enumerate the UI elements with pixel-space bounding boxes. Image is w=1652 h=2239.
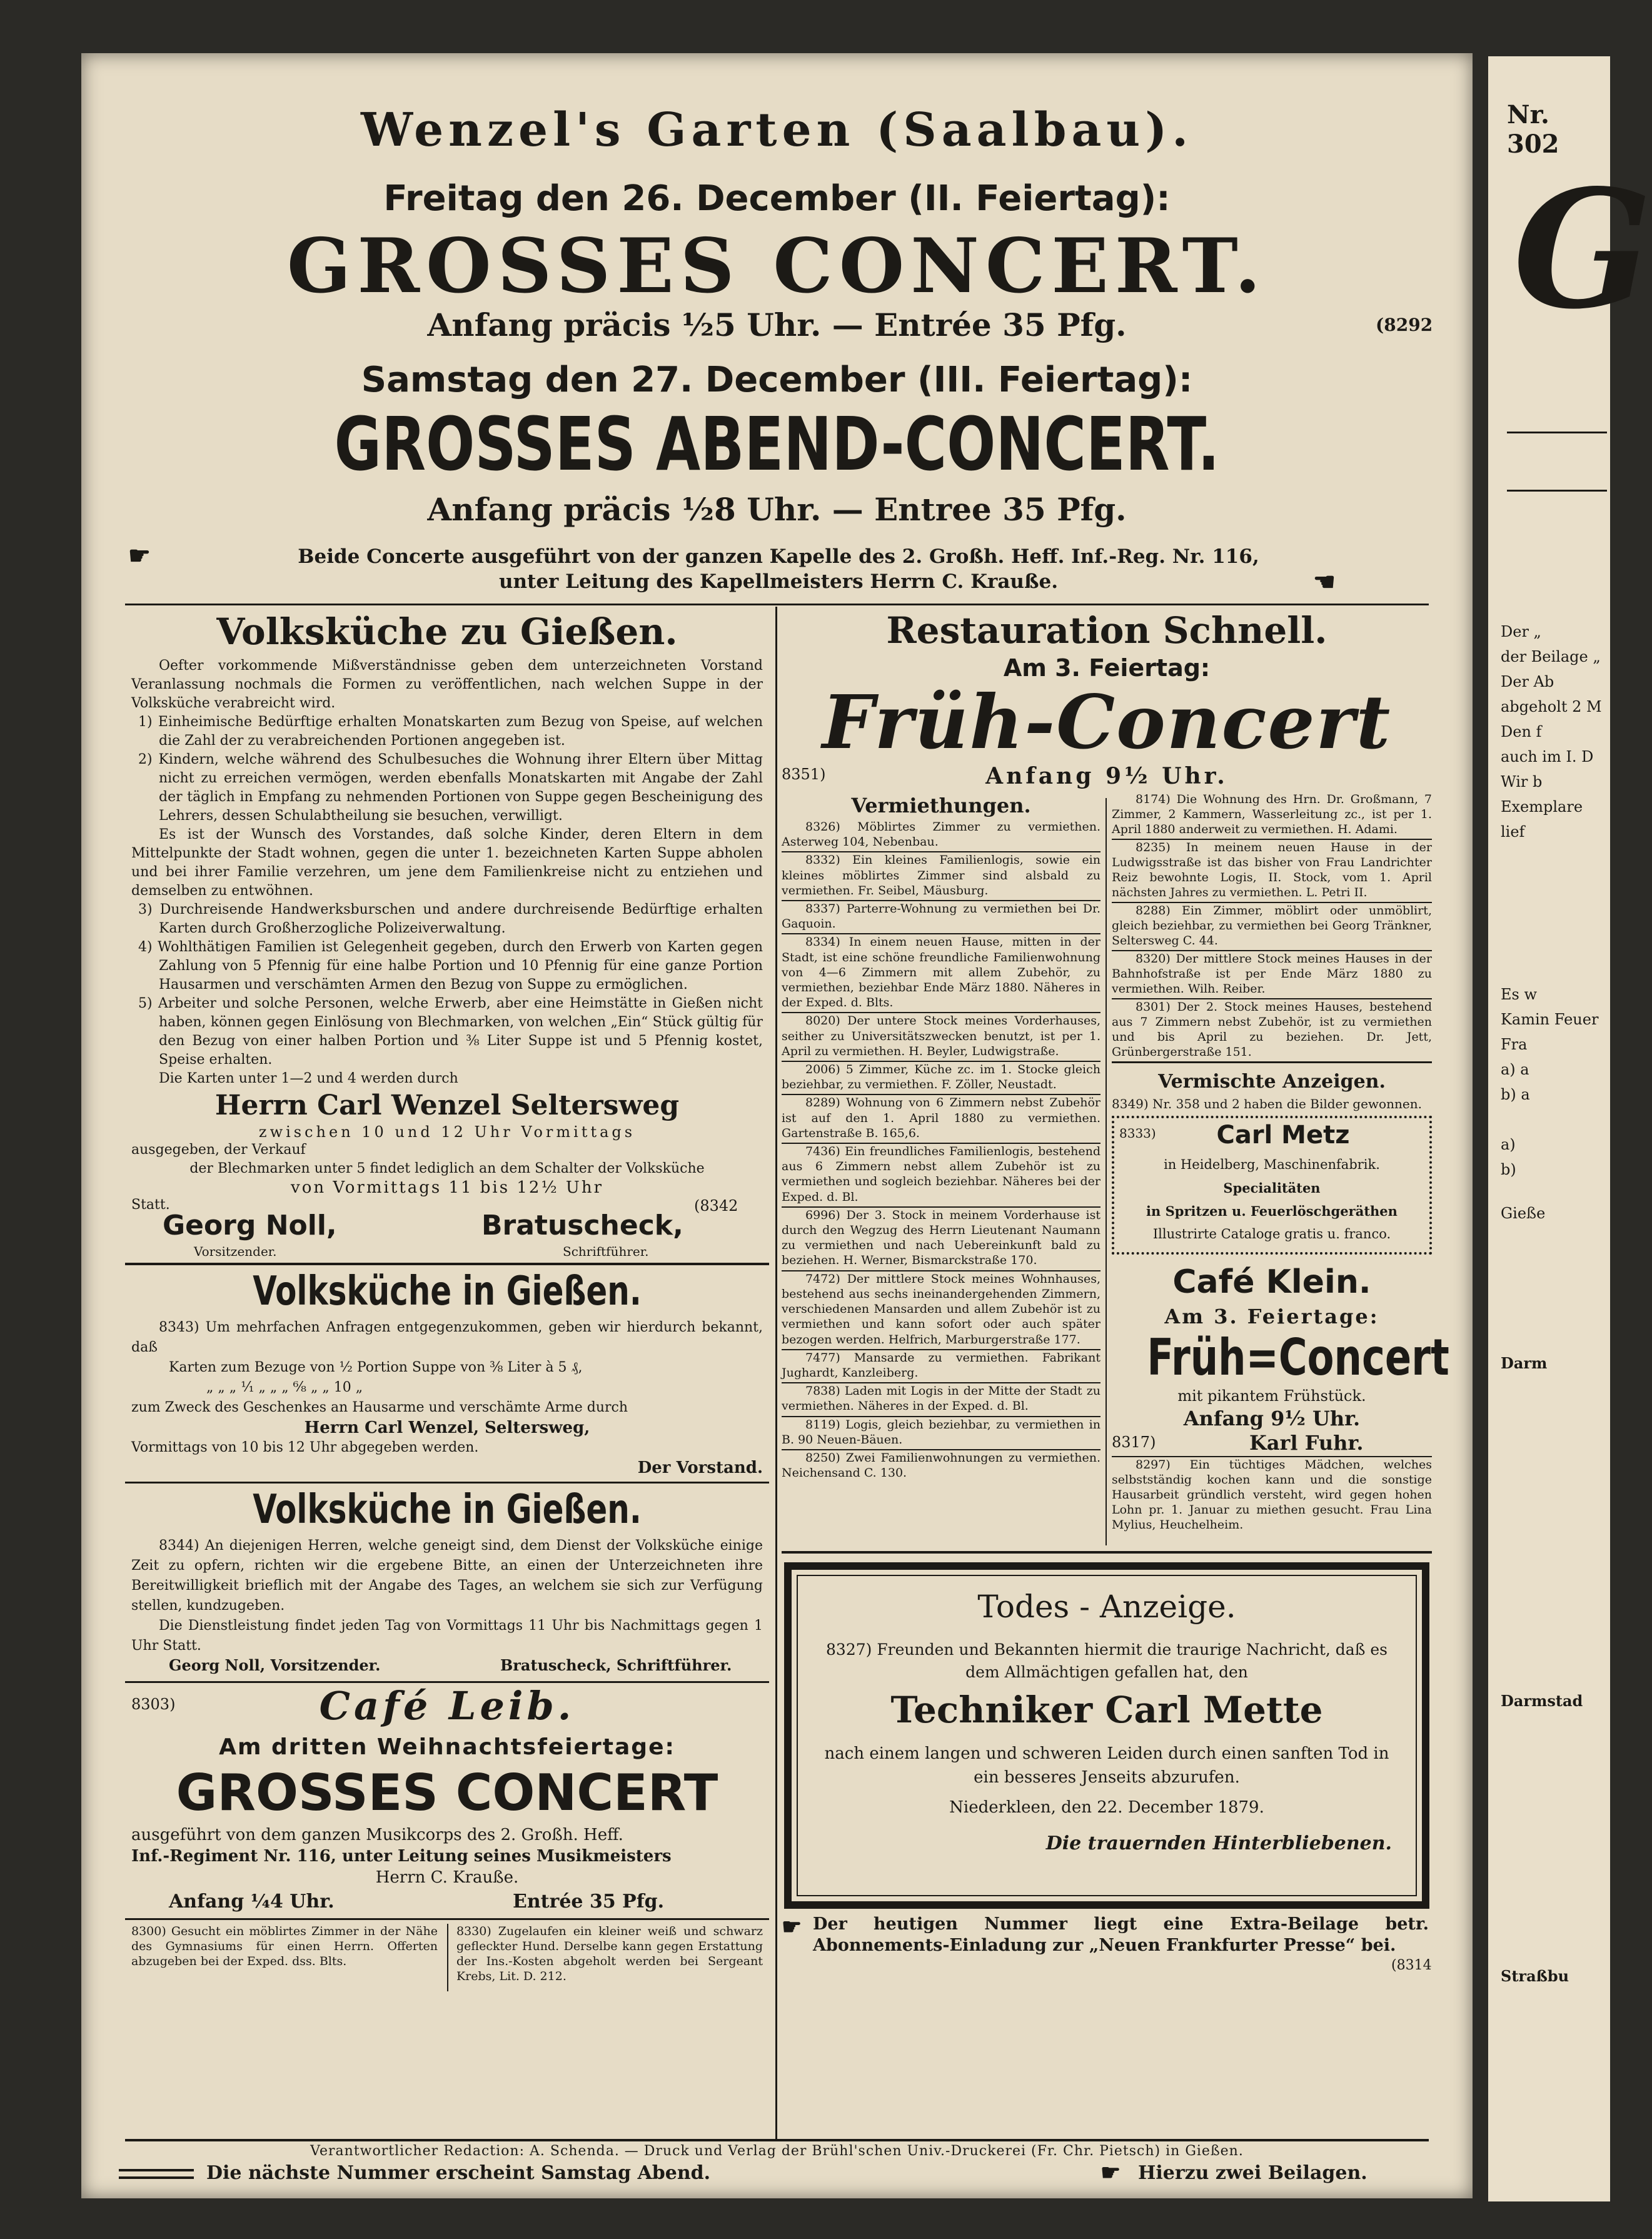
beilage-text: Der heutigen Nummer liegt eine Extra-Beilage betr. Abonnements-Einladung zur „Neuen Frankfurter Presse“ bei. [813,1914,1429,1955]
next-page-text: Der „ der Beilage „ Der Ab abgeholt 2 M Den f auch im I. D Wir b Exemplare lief Es w Kamin Feuer Fra a) a b) a a) b) Gieße Darm Darmstad Straßbu [1501,623,1602,1985]
ad-8320: 8320) Der mittlere Stock meines Hauses in der Bahnhofstraße ist per Ende März 1880 zu vermiethen. Wilh. Reiber. [1112,951,1432,999]
ad-8250: 8250) Zwei Familienwohnungen zu vermiethen. Neichensand C. 130. [782,1450,1100,1480]
cafe-klein-start: Anfang 9½ Uhr. [1183,1407,1361,1430]
footer-beilagen: Hierzu zwei Beilagen. [1138,2162,1367,2184]
beilage-ref: (8314 [1391,1958,1432,1973]
footer-next: Die nächste Nummer erscheint Samstag Abend. [206,2162,711,2184]
column-rule [775,607,777,2139]
volkskueche1-body: Oefter vorkommende Mißverständnisse geben dem unterzeichneten Vorstand Veranlassung nochmals die Formen zu veröffentlichen, nach welchen Suppe in der Volksküche verabreicht wird. 1) Einheimische Bedürftige erhalten Monatskarten zum Bezug von Speise, auf welchen die Zahl der zu verabreichenden Portionen angegeben ist. 2) Kindern, welche während des Schulbesuches die Wohnung ihrer Eltern über Mittag nicht zu erreichen vermögen, werden ebenfalls Monatskarten mit Angabe der Zahl der täglich in Empfang zu nehmenden Portionen von Suppe gegen Bescheinigung des Lehrers, dessen Schulabtheilung sie besuchen, verwilligt. Es ist der Wunsch des Vorstandes, daß solche Kinder, deren Eltern in dem Mittelpunkte der Stadt wohnen, gegen die unter 1. bezeichneten Karten Suppe abholen und bei ihrer Familie verzehren, um jene dem Familienkreise nicht zu entziehen und demselben zu entwöhnen. 3) Durchreisende Handwerksburschen und andere durchreisende Bedürftige erhalten Karten durch Großherzogliche Polizeiverwaltung. 4) Wohlthätigen Familien ist Gelegenheit gegeben, durch den Erwerb von Karten gegen Zahlung von 5 Pfennig für eine halbe Portion und 10 Pfennig für eine ganze Portion Hausarmen und verschämten Armen den Bezug von Suppe zu ermöglichen. 5) Arbeiter und solche Personen, welche Erwerb, aber eine Heimstätte in Gießen nicht haben, können gegen Einlösung von Blechmarken, von welchen „Ein“ Stück gültig für den Bezug von einer halben Portion und ⅜ Liter Suppe ist und 5 Pfennig kostet, Speise erhalten. Die Karten unter 1—2 und 4 werden durch [131,658,763,1086]
ad-8334: 8334) In einem neuen Hause, mitten in der Stadt, ist eine schöne freundliche Familienwohnung von 4—6 Zimmern mit allem Zubehör, zu vermiethen, beziehbar Ende März 1880. Näheres in der Exped. d. Blts. [782,934,1100,1013]
right-column [782,607,1449,1976]
small-ad-zimmer: 8300) Gesucht ein möblirtes Zimmer in der Nähe des Gymnasiums für einen Herrn. Offerten abzugeben bei der Exped. dss. Blts. [131,1924,438,1968]
pointing-hand-icon: ☛ [128,541,151,570]
concert1-title: GROSSES CONCERT. [286,222,1267,310]
ad-2006: 2006) 5 Zimmer, Küche zc. im 1. Stocke gleich beziehbar, zu vermiethen. F. Zöller, Neustadt. [782,1062,1100,1095]
concert2-title: GROSSES ABEND-CONCERT. [334,401,1220,487]
pointing-hand-left-icon: ☚ [1313,567,1336,597]
metz-ref: 8333) [1119,1126,1156,1141]
ad-8337: 8337) Parterre-Wohnung zu vermiethen bei Dr. Gaquoin. [782,901,1100,934]
restauration-start: Anfang 9½ Uhr. [985,763,1228,789]
ad-6996: 6996) Der 3. Stock in meinem Vorderhause ist durch den Wegzug des Herrn Lieutenant Naumann zu vermiethen und nach Uebereinkunft bald zu beziehen. H. Werner, Bismarckstraße 170. [782,1208,1100,1271]
metz-name: Carl Metz [1216,1121,1350,1150]
todes-title: Todes - Anzeige. [977,1589,1236,1625]
volkskueche3-title: Volksküche in Gießen. [253,1487,642,1533]
volkskueche3-sig2: Bratuscheck, Schriftführer. [500,1656,732,1674]
metz-line3: in Spritzen u. Feuerlöschgeräthen [1146,1203,1398,1219]
restauration-title: Restauration Schnell. [886,609,1327,652]
beilage-hand-icon: ☛ [782,1914,802,1940]
restauration-sub: Am 3. Feiertag: [1003,654,1211,682]
footer-rule [125,2139,1429,2141]
volkskueche3-sig1: Georg Noll, Vorsitzender. [169,1656,381,1674]
cafe-leib-concert: GROSSES CONCERT [176,1764,718,1822]
todes-name: Techniker Carl Mette [890,1689,1323,1731]
todes-line1: 8327) Freunden und Bekannten hiermit die traurige Nachricht, daß es dem Allmächtigen gefallen hat, den [826,1640,1388,1681]
volkskueche2-body: 8343) Um mehrfachen Anfragen entgegenzukommen, geben wir hierdurch bekannt, daß Karten zum Bezuge von ½ Portion Suppe von ⅜ Liter à 5 ₰, „ „ „ ¹⁄₁ „ „ „ ⁶⁄₈ „ „ 10 „ zum Zweck des Geschenkes an Hausarme und verschämte Arme durch Herrn Carl Wenzel, Seltersweg, Vormittags von 10 bis 12 Uhr abgegeben werden. Der Vorstand. [131,1320,763,1477]
cafe-leib-ref: 8303) [131,1696,176,1713]
concert-note: Beide Concerte ausgeführt von der ganzen Kapelle des 2. Großh. Heff. Inf.-Reg. Nr. 116, unter Leitung des Kapellmeisters Herrn C. Krauße. [298,545,1259,593]
concert1-time: Anfang präcis ½5 Uhr. — Entrée 35 Pfg. [427,306,1127,343]
ad-7472: 7472) Der mittlere Stock meines Wohnhauses, bestehend aus sechs ineinandergehenden Zimmern, verschiedenen Mansarden und allem Zubehör ist zu vermiethen und kann sofort oder auch später bezogen werden. Helfrich, Marburgerstraße 177. [782,1271,1100,1350]
todes-sig: Die trauernden Hinterbliebenen. [1045,1832,1392,1854]
metz-line2: Specialitäten [1223,1180,1321,1196]
day2-line: Samstag den 27. December (III. Feiertag): [361,360,1193,400]
next-page-initial: G [1513,154,1652,345]
vermiethungen-section [782,792,1449,1549]
cafe-klein-name: Karl Fuhr. [1249,1431,1364,1455]
ad-8326: 8326) Möblirtes Zimmer zu vermiethen. Asterweg 104, Nebenbau. [782,819,1100,852]
metz-box [1112,1116,1432,1255]
ad-8289: 8289) Wohnung von 6 Zimmern nebst Zubehör ist auf den 1. April 1880 zu vermiethen. Gartenstraße B. 165,6. [782,1095,1100,1144]
volkskueche2-title: Volksküche in Gießen. [253,1268,642,1315]
concert2-time: Anfang präcis ½8 Uhr. — Entree 35 Pfg. [427,491,1127,528]
ad-7436: 7436) Ein freundliches Familienlogis, bestehend aus 6 Zimmern nebst allem Zubehör ist zu vermiethen und sogleich beziehbar. Näheres bei der Exped. d. Bl. [782,1144,1100,1208]
ad-8332: 8332) Ein kleines Familienlogis, sowie ein kleines möblirtes Zimmer sind alsbald zu vermiethen. Fr. Seibel, Mäusburg. [782,852,1100,901]
cafe-klein-concert: Früh=Concert [1147,1328,1449,1387]
ad-8235: 8235) In meinem neuen Hause in der Ludwigsstraße ist das bisher von Frau Landrichter Reiz bewohnte Logis, II. Stock, vom 1. April nächsten Jahres zu vermiethen. L. Petri II. [1112,840,1432,903]
volkskueche1-ref: (8342 [694,1197,738,1215]
next-page-rule [1507,432,1607,492]
ad-8119: 8119) Logis, gleich beziehbar, zu vermiethen in B. 90 Neuen-Bäuen. [782,1417,1100,1450]
ad-8301: 8301) Der 2. Stock meines Hauses, bestehend aus 7 Zimmern nebst Zubehör, ist zu vermiethen und bis April zu beziehen. Dr. Jett, Grünbergerstraße 151. [1112,999,1432,1063]
concert1-ref: (8292 [1376,315,1433,335]
cafe-leib-title: Café Leib. [319,1683,575,1729]
ad-8288: 8288) Ein Zimmer, möblirt oder unmöblirt, gleich beziehbar, zu vermiethen bei Georg Tränkner, Seltersweg C. 44. [1112,903,1432,951]
ad-7477: 7477) Mansarde zu vermiethen. Fabrikant Jughardt, Kanzleiberg. [782,1350,1100,1383]
volkskueche1-time: zwischen 10 und 12 Uhr Vormittags [258,1123,636,1141]
cafe-leib-entry: Entrée 35 Pfg. [513,1891,665,1913]
vermiethungen-right [1112,792,1449,1532]
cafe-klein-with: mit pikantem Frühstück. [1177,1387,1366,1405]
ad-8020: 8020) Der untere Stock meines Vorderhauses, seither zu Universitätszwecken benutzt, ist per 1. April zu vermiethen. H. Beyler, Ludwigstraße. [782,1013,1100,1062]
restauration-concert: Früh-Concert [822,679,1392,766]
volkskueche1-sale2: der Blechmarken unter 5 findet lediglich an dem Schalter der Volksküche [189,1161,705,1176]
volkskueche1-sale3: von Vormittags 11 bis 12½ Uhr [291,1178,603,1197]
next-page-fragment [1488,56,1652,2201]
volkskueche1-sale1: ausgegeben, der Verkauf [131,1142,306,1158]
todes-place: Niederkleen, den 22. December 1879. [949,1798,1264,1817]
metz-line1: in Heidelberg, Maschinenfabrik. [1164,1157,1380,1172]
day1-line: Freitag den 26. December (II. Feiertag): [383,178,1171,219]
restauration-ref: 8351) [782,766,826,783]
newspaper-page [81,53,1473,2198]
ad-7838: 7838) Laden mit Logis in der Mitte der Stadt zu vermiethen. Näheres in der Exped. d. Bl. [782,1383,1100,1417]
cafe-klein-title: Café Klein. [1172,1263,1371,1301]
volkskueche1-herr: Herrn Carl Wenzel Seltersweg [214,1089,680,1121]
metz-line4: Illustrirte Cataloge gratis u. franco. [1152,1226,1391,1241]
cafe-klein-ref: 8317) [1112,1433,1156,1451]
ad-8297: 8297) Ein tüchtiges Mädchen, welches selbstständig kochen kann und die sonstige Hausarbeit gründlich versteht, wird gegen hohen Lohn pr. 1. Januar zu miethen gesucht. Frau Lina Mylius, Heuchelheim. [1112,1458,1432,1532]
todes-anzeige [784,1562,1429,1909]
cafe-leib-sub: Am dritten Weihnachtsfeiertage: [219,1734,675,1760]
vermiethungen-heading: Vermiethungen. [851,794,1031,817]
vermiethungen-left [782,792,1100,1480]
sig-bratuscheck: Bratuscheck, [481,1210,683,1241]
top-rule [125,604,1429,605]
volkskueche1-statt: Statt. [131,1197,170,1213]
next-page-number: Nr. 302 [1507,100,1559,159]
footer-imprint: Verantwortlicher Redaction: A. Schenda. — Druck und Verlag der Brühl'schen Univ.-Druckerei (Fr. Chr. Pietsch) in Gießen. [310,2143,1244,2159]
cafe-klein-sub: Am 3. Feiertage: [1164,1305,1379,1328]
cafe-leib-start: Anfang ¼4 Uhr. [169,1891,335,1913]
left-column [125,607,769,1995]
volkskueche3-body: 8344) An diejenigen Herren, welche geneigt sind, dem Dienst der Volksküche einige Zeit zu opfern, richten wir die ergebene Bitte, an einen der Unterzeichneten ihre Bereitwilligkeit brieflich mit der Angabe des Tages, an welchem sie sich zur Verfügung stellen, kundzugeben. Die Dienstleistung findet jeden Tag von Vormittags 11 Uhr bis Nachmittags gegen 1 Uhr Statt. [131,1538,763,1654]
vermischte-text: 8349) Nr. 358 und 2 haben die Bilder gewonnen. [1112,1096,1422,1111]
sig-georg-noll-role: Vorsitzender. [194,1244,277,1259]
footer-hand-icon: ☛ [1100,2160,1121,2186]
sig-bratuscheck-role: Schriftführer. [563,1244,649,1259]
todes-line2: nach einem langen und schweren Leiden durch einen sanften Tod in ein besseres Jenseits abzurufen. [824,1744,1389,1787]
vermischte-heading: Vermischte Anzeigen. [1158,1071,1386,1093]
volkskueche1-title: Volksküche zu Gießen. [216,610,678,653]
small-ad-hund: 8330) Zugelaufen ein kleiner weiß und schwarz gefleckter Hund. Derselbe kann gegen Erstattung der Ins.-Kosten abgeholt werden bei Sergeant Krebs, Lit. D. 212. [456,1924,763,1983]
sig-georg-noll: Georg Noll, [163,1210,337,1241]
ad-8174: 8174) Die Wohnung des Hrn. Dr. Großmann, 7 Zimmer, 2 Kammern, Wasserleitung zc., ist per 1. April 1880 anderweit zu vermiethen. H. Adami. [1112,792,1432,840]
cafe-leib-body: ausgeführt von dem ganzen Musikcorps des 2. Großh. Heff. Inf.-Regiment Nr. 116, unter Leitung seines Musikmeisters Herrn C. Krauße. [131,1826,672,1887]
rule-right-1 [782,1551,1432,1554]
venue-title: Wenzel's Garten (Saalbau). [361,103,1193,157]
